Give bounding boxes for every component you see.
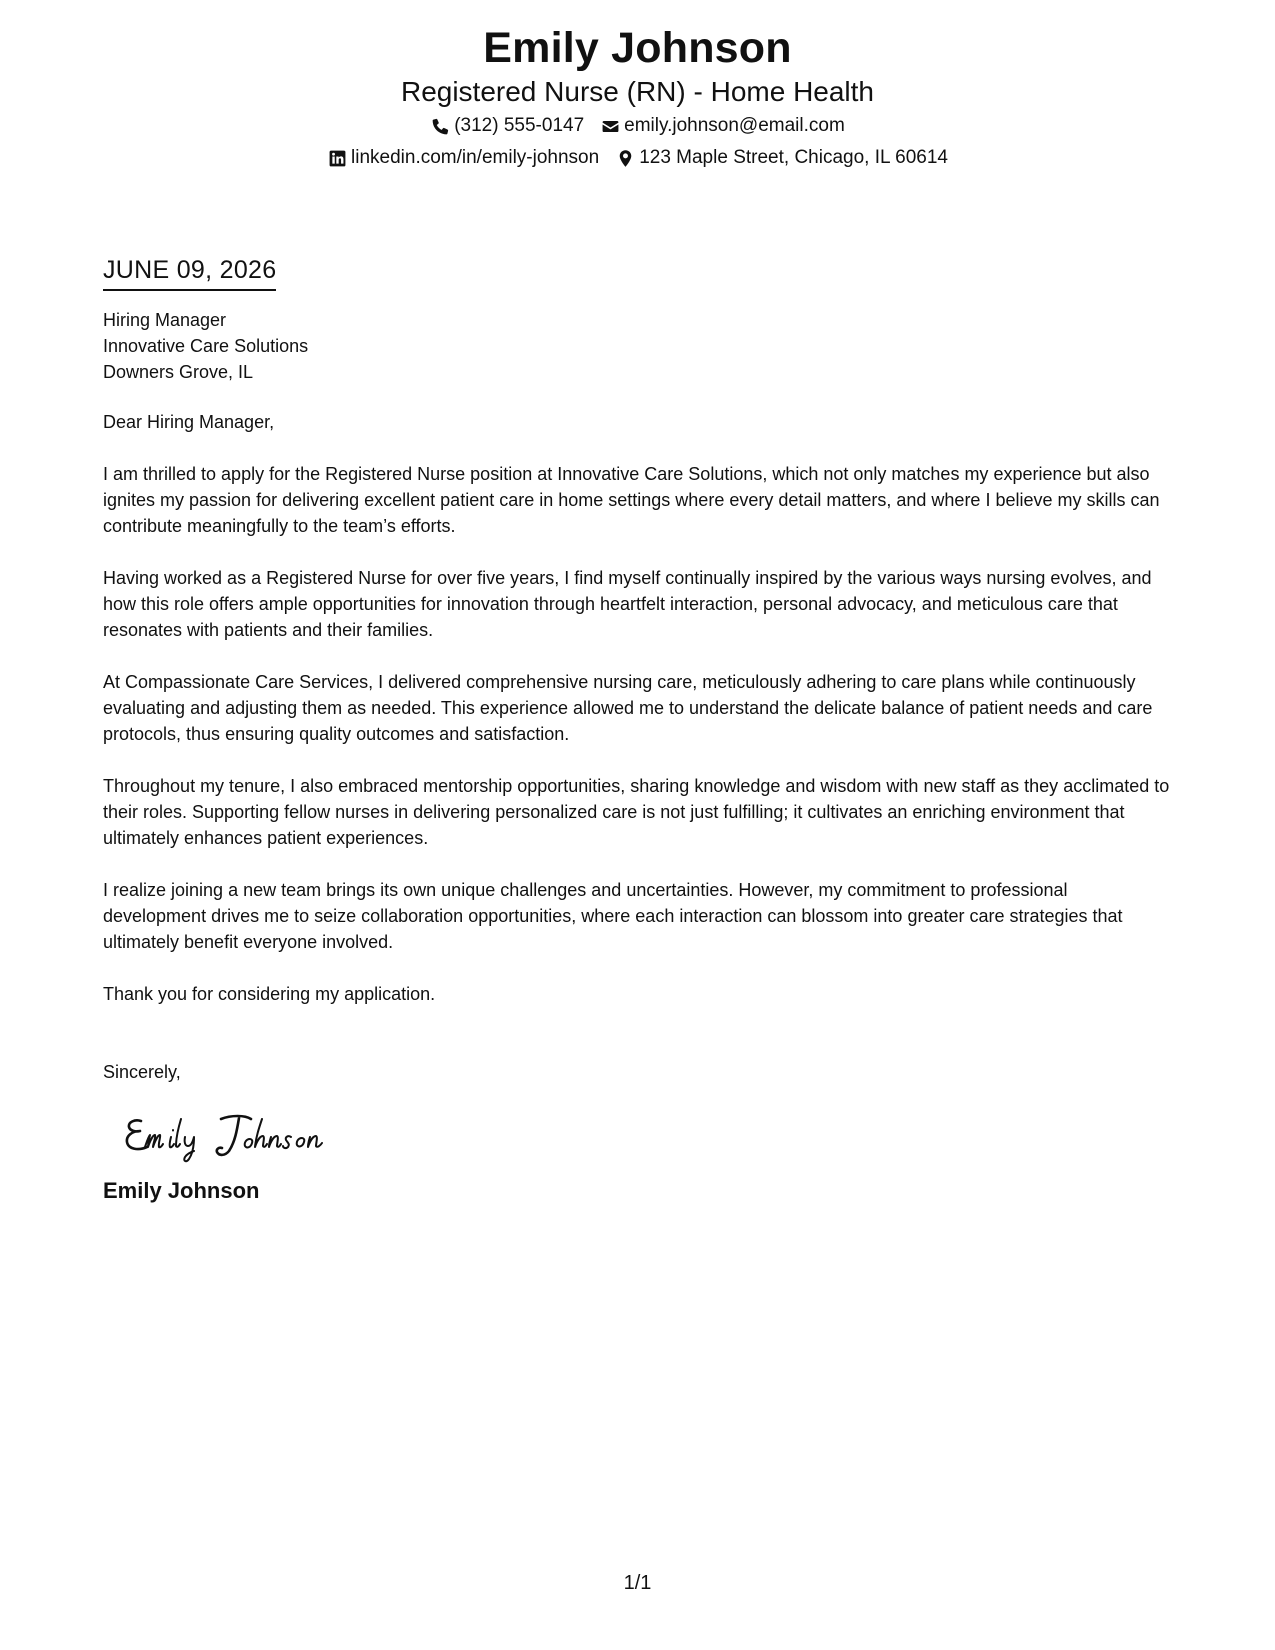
phone-contact	[430, 114, 584, 138]
recipient-block	[103, 307, 1173, 385]
linkedin-url[interactable]: linkedin.com/in/emily-johnson	[351, 147, 600, 168]
signer-name: Emily Johnson	[103, 1178, 260, 1203]
street-address: 123 Maple Street, Chicago, IL 60614	[639, 147, 948, 168]
contact-row-secondary	[0, 146, 1275, 170]
closing-line: Thank you for considering my application.	[103, 984, 436, 1004]
body-paragraph: I realize joining a new team brings its own unique challenges and uncertainties. However, my commitment to professional development drives me to seize collaboration opportunities, where each interaction can blossom into greater care strategies that ultimately benefit everyone involved.	[103, 880, 1123, 952]
map-marker-icon	[615, 148, 635, 168]
linkedin-contact[interactable]	[327, 146, 599, 170]
applicant-name: Emily Johnson	[483, 24, 792, 72]
email-address[interactable]: emily.johnson@email.com	[624, 115, 845, 136]
body-paragraph: Having worked as a Registered Nurse for over five years, I find myself continually inspired by the various ways nursing evolves, and how this role offers ample opportunities for innovation through heartfelt interaction, personal advocacy, and meticulous care that resonates with patients and their families.	[103, 568, 1152, 640]
letter-header	[0, 22, 1275, 170]
job-title: Registered Nurse (RN) - Home Health	[400, 76, 875, 107]
envelope-icon	[600, 116, 620, 136]
handwritten-signature	[121, 1107, 351, 1167]
body-paragraph: Throughout my tenure, I also embraced mentorship opportunities, sharing knowledge and wisdom with new staff as they acclimated to their roles. Supporting fellow nurses in delivering personalized care is not just fulfilling; it cultivates an enriching environment that ultimately enhances patient experiences.	[103, 776, 1170, 848]
linkedin-icon	[327, 148, 347, 168]
signoff: Sincerely,	[103, 1062, 181, 1082]
salutation: Dear Hiring Manager,	[103, 412, 275, 432]
contact-row-primary	[0, 114, 1275, 138]
page-number: 1/1	[623, 1572, 652, 1594]
body-paragraph: At Compassionate Care Services, I delivered comprehensive nursing care, meticulously adhering to care plans while continuously evaluating and adjusting them as needed. This experience allowed me to understand the delicate balance of patient needs and care protocols, thus ensuring quality outcomes and satisfaction.	[103, 672, 1153, 744]
email-contact[interactable]	[600, 114, 845, 138]
address-contact	[615, 146, 948, 170]
recipient-line: Innovative Care Solutions	[103, 336, 309, 356]
recipient-line: Downers Grove, IL	[103, 362, 254, 382]
letter-body	[103, 255, 1173, 1205]
body-paragraph: I am thrilled to apply for the Registered Nurse position at Innovative Care Solutions, which not only matches my experience but also ignites my passion for delivering excellent patient care in home settings where every detail matters, and where I believe my skills can contribute meaningfully to the team’s efforts.	[103, 464, 1160, 536]
phone-number: (312) 555-0147	[454, 115, 585, 136]
phone-icon	[430, 116, 450, 136]
letter-date: JUNE 09, 2026	[103, 255, 276, 291]
recipient-line: Hiring Manager	[103, 310, 227, 330]
